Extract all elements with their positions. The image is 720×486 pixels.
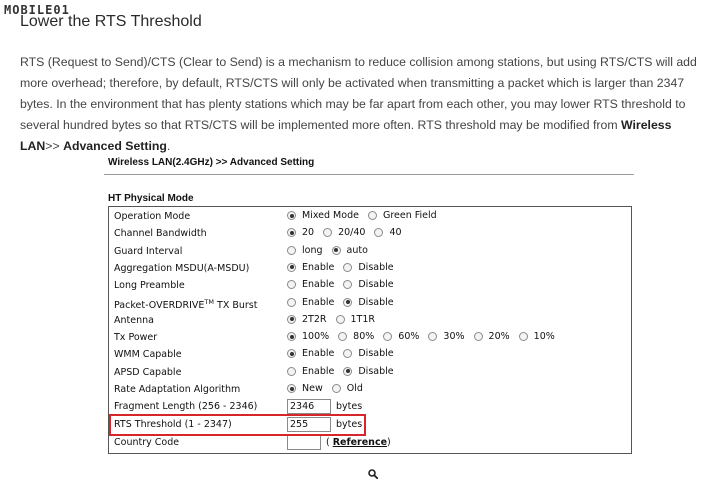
- radio-group: [287, 314, 384, 325]
- radio-unselected-icon[interactable]: [287, 280, 296, 289]
- radio-option[interactable]: [287, 262, 334, 273]
- setting-row: [109, 365, 631, 382]
- setting-row: [109, 347, 631, 364]
- radio-option-label: 100%: [302, 331, 330, 343]
- radio-option[interactable]: [287, 366, 334, 377]
- menu-path-wireless-lan: Wireless LAN: [20, 118, 672, 153]
- radio-unselected-icon[interactable]: [332, 384, 341, 393]
- radio-option[interactable]: [287, 314, 327, 325]
- setting-row: [109, 261, 631, 278]
- radio-unselected-icon[interactable]: [336, 315, 345, 324]
- fragment-length-label: Fragment Length (256 - 2346): [114, 401, 258, 413]
- radio-option-label: 1T1R: [350, 313, 375, 325]
- radio-group: [287, 348, 403, 359]
- trademark-sup: TM: [204, 297, 214, 306]
- radio-unselected-icon[interactable]: [383, 332, 392, 341]
- radio-option[interactable]: [368, 210, 437, 221]
- setting-label: [114, 246, 182, 257]
- panel-divider: [104, 174, 634, 175]
- country-code-label: Country Code: [114, 436, 180, 448]
- setting-label-suffix: TX Burst: [214, 299, 258, 311]
- radio-option-label: Enable: [302, 296, 335, 308]
- setting-label: [114, 228, 207, 239]
- setting-label: [114, 211, 190, 222]
- radio-option-label: Disable: [358, 261, 394, 273]
- radio-group: [287, 245, 377, 256]
- radio-unselected-icon[interactable]: [474, 332, 483, 341]
- section-title: HT Physical Mode: [108, 193, 194, 204]
- article-text: RTS (Request to Send)/CTS (Clear to Send) is a mechanism to reduce collision among stations, but using RTS/CTS will add more overhead; therefore, by default, RTS/CTS will only be activated when transmitting a packet which is larger than 2347 bytes. In the environment that has plenty stations which may be far apart from each other, you may lower RTS threshold to several hundred bytes so that RTS/CTS will be implemented more often. RTS threshold may be modified from: [20, 55, 697, 132]
- radio-option-label: 2T2R: [302, 313, 327, 325]
- setting-label: [114, 280, 185, 291]
- setting-label: [114, 349, 182, 360]
- setting-row: [109, 278, 631, 295]
- radio-option-label: Disable: [358, 296, 394, 308]
- setting-label-text: Channel Bandwidth: [114, 228, 207, 240]
- radio-unselected-icon[interactable]: [287, 367, 296, 376]
- radio-option-label: Old: [346, 383, 363, 394]
- radio-option[interactable]: [338, 331, 374, 342]
- radio-option-label: Mixed Mode: [302, 210, 359, 221]
- fragment-length-unit: bytes: [336, 401, 363, 413]
- article-title: Lower the RTS Threshold: [20, 13, 202, 30]
- radio-unselected-icon[interactable]: [368, 211, 377, 220]
- radio-option-label: auto: [346, 244, 368, 256]
- radio-option[interactable]: [287, 245, 323, 256]
- country-code-input[interactable]: [287, 435, 321, 450]
- radio-group: [287, 279, 403, 290]
- radio-unselected-icon[interactable]: [338, 332, 347, 341]
- radio-option[interactable]: [287, 348, 334, 359]
- radio-unselected-icon[interactable]: [374, 228, 383, 237]
- radio-option-label: 40: [389, 227, 402, 239]
- radio-selected-icon[interactable]: [287, 384, 296, 393]
- setting-label: [114, 263, 249, 274]
- radio-option-label: Enable: [302, 365, 335, 377]
- radio-option[interactable]: [332, 383, 363, 394]
- setting-row: [109, 226, 631, 243]
- setting-label-text: Aggregation MSDU(A-MSDU): [114, 262, 250, 274]
- radio-option-label: Enable: [302, 261, 335, 273]
- article-body: [20, 52, 714, 157]
- radio-option-label: 10%: [533, 331, 555, 343]
- setting-label-text: Long Preamble: [114, 280, 185, 292]
- radio-option-label: Disable: [358, 348, 394, 360]
- radio-option-label: 30%: [443, 331, 465, 343]
- radio-option-label: 20%: [488, 331, 510, 343]
- radio-selected-icon[interactable]: [287, 263, 296, 272]
- menu-path-advanced-setting: Advanced Setting: [63, 139, 167, 153]
- radio-option[interactable]: [428, 331, 464, 342]
- radio-option-label: long: [302, 244, 323, 256]
- radio-selected-icon[interactable]: [287, 332, 296, 341]
- close-paren: ): [387, 436, 391, 448]
- radio-option-label: New: [302, 383, 323, 394]
- radio-option[interactable]: [343, 279, 393, 290]
- radio-selected-icon[interactable]: [287, 315, 296, 324]
- setting-label: [114, 332, 157, 343]
- radio-option-label: Enable: [302, 279, 335, 291]
- radio-selected-icon[interactable]: [287, 211, 296, 220]
- radio-unselected-icon[interactable]: [519, 332, 528, 341]
- radio-unselected-icon[interactable]: [287, 298, 296, 307]
- setting-label-text: Operation Mode: [114, 211, 191, 222]
- setting-label-text: Rate Adaptation Algorithm: [114, 384, 241, 395]
- radio-option-label: Disable: [358, 279, 394, 291]
- radio-option[interactable]: [287, 227, 314, 238]
- radio-option[interactable]: [474, 331, 510, 342]
- setting-row: [109, 313, 631, 330]
- radio-option-label: 60%: [398, 331, 420, 343]
- setting-row: [109, 330, 631, 347]
- radio-option[interactable]: [287, 383, 323, 394]
- fragment-length-input[interactable]: [287, 399, 331, 414]
- radio-group: [287, 331, 564, 342]
- radio-option[interactable]: [287, 279, 334, 290]
- setting-label-text: Packet-OVERDRIVE: [114, 299, 205, 311]
- radio-unselected-icon[interactable]: [323, 228, 332, 237]
- radio-option-label: Green Field: [382, 210, 437, 221]
- fragment-length-control: [287, 399, 362, 414]
- radio-option[interactable]: [287, 297, 334, 308]
- radio-selected-icon[interactable]: [343, 298, 352, 307]
- country-code-control: [287, 435, 391, 450]
- panel-title: Wireless LAN(2.4GHz) >> Advanced Setting: [108, 157, 315, 168]
- setting-label: [114, 384, 240, 395]
- radio-option[interactable]: [343, 348, 393, 359]
- setting-label: [114, 298, 257, 311]
- setting-row: [109, 244, 631, 261]
- setting-label-text: Antenna: [114, 314, 154, 326]
- setting-label-text: WMM Capable: [114, 349, 182, 361]
- radio-unselected-icon[interactable]: [343, 349, 352, 358]
- radio-selected-icon[interactable]: [287, 349, 296, 358]
- setting-row: [109, 382, 631, 399]
- setting-row: [109, 209, 631, 226]
- search-icon[interactable]: [368, 469, 378, 479]
- country-code-row: [109, 435, 631, 452]
- radio-option[interactable]: [383, 331, 419, 342]
- radio-option[interactable]: [287, 210, 359, 221]
- radio-option-label: Disable: [358, 365, 394, 377]
- menu-path-separator: >>: [45, 139, 64, 153]
- radio-option[interactable]: [287, 331, 329, 342]
- radio-group: [287, 210, 446, 221]
- radio-option-label: 80%: [353, 331, 375, 343]
- setting-label-text: Guard Interval: [114, 245, 183, 257]
- rts-threshold-highlight: [109, 414, 366, 436]
- radio-option[interactable]: [374, 227, 401, 238]
- radio-option[interactable]: [336, 314, 376, 325]
- radio-option-label: 20/40: [338, 227, 366, 239]
- article-text-end: .: [166, 139, 171, 153]
- setting-row: [109, 296, 631, 313]
- radio-option[interactable]: [332, 245, 368, 256]
- radio-group: [287, 297, 403, 308]
- radio-option[interactable]: [323, 227, 365, 238]
- radio-group: [287, 383, 372, 394]
- radio-unselected-icon[interactable]: [343, 280, 352, 289]
- radio-option[interactable]: [343, 366, 393, 377]
- open-paren: (: [326, 436, 330, 448]
- setting-label: [114, 367, 181, 378]
- setting-label: [114, 315, 154, 326]
- radio-unselected-icon[interactable]: [343, 263, 352, 272]
- rts-threshold-label: RTS Threshold (1 - 2347): [114, 418, 232, 430]
- setting-label-text: APSD Capable: [114, 366, 182, 378]
- radio-option-label: Enable: [302, 348, 335, 360]
- watermark-text: MOBILE01: [4, 3, 70, 17]
- radio-option[interactable]: [343, 262, 393, 273]
- radio-unselected-icon[interactable]: [428, 332, 437, 341]
- reference-link[interactable]: Reference: [332, 436, 388, 448]
- radio-selected-icon[interactable]: [332, 246, 341, 255]
- rts-threshold-unit: bytes: [336, 418, 363, 430]
- setting-label-text: Tx Power: [114, 332, 158, 344]
- radio-group: [287, 227, 411, 238]
- radio-group: [287, 366, 403, 377]
- radio-unselected-icon[interactable]: [287, 246, 296, 255]
- radio-selected-icon[interactable]: [287, 228, 296, 237]
- radio-selected-icon[interactable]: [343, 367, 352, 376]
- radio-option-label: 20: [302, 227, 315, 239]
- radio-group: [287, 262, 403, 273]
- radio-option[interactable]: [343, 297, 393, 308]
- radio-option[interactable]: [519, 331, 555, 342]
